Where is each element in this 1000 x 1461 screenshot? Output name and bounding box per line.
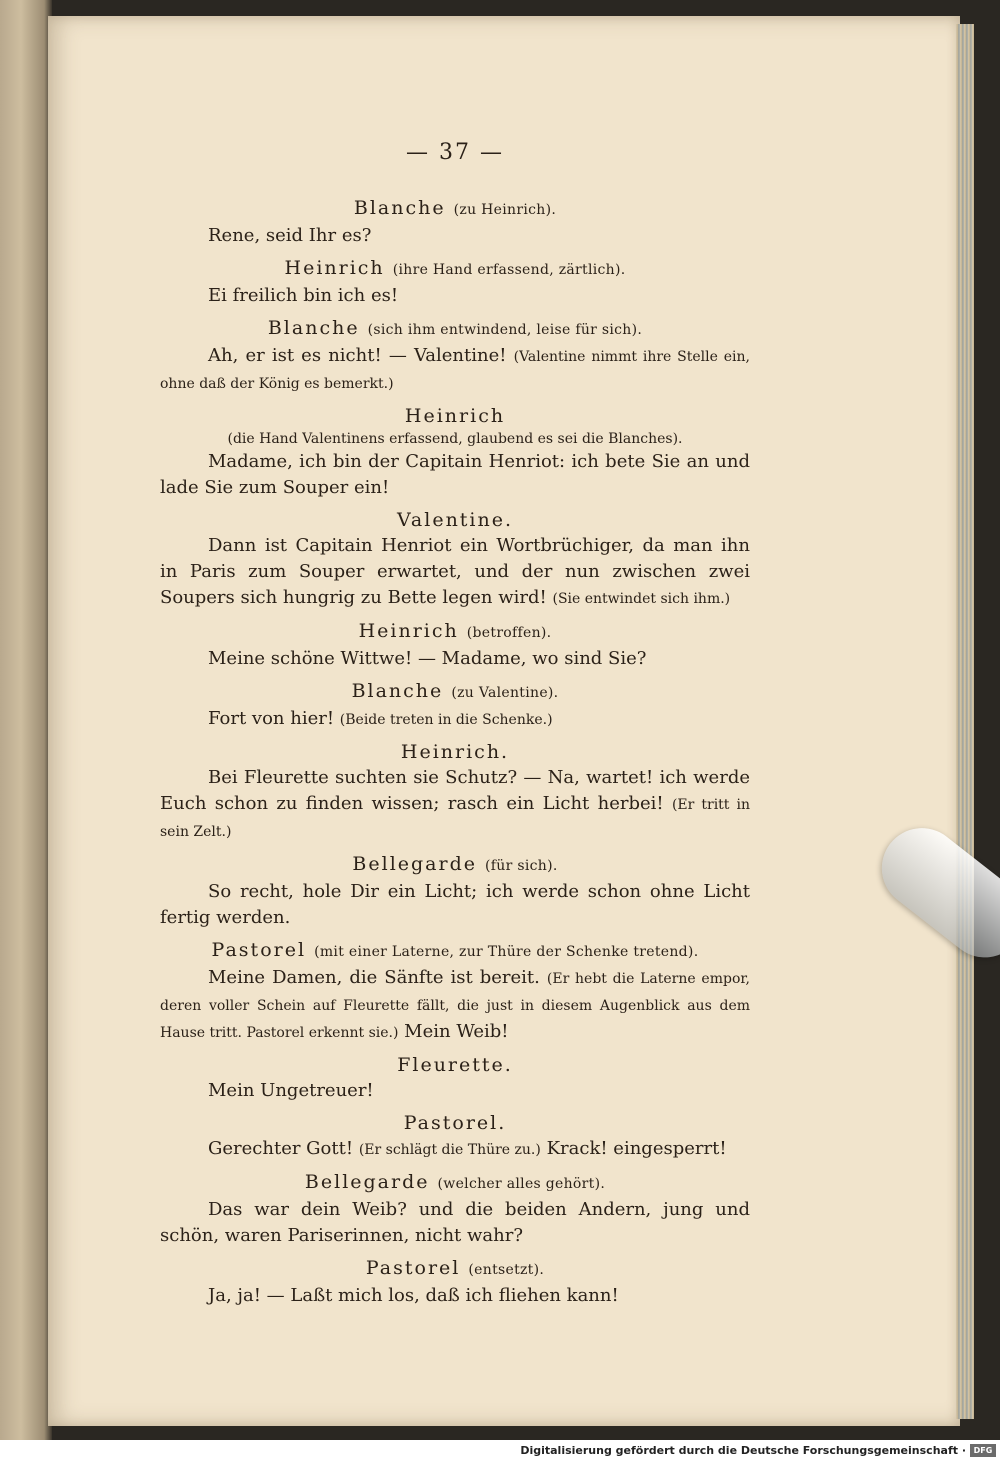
footer-text: Digitalisierung gefördert durch die Deutsche Forschungsgemeinschaft · bbox=[520, 1444, 966, 1457]
dialogue-line bbox=[160, 1197, 750, 1249]
stage-direction: (betroffen). bbox=[466, 625, 552, 641]
stage-direction: (welcher alles gehört). bbox=[437, 1176, 606, 1192]
stage-direction: (Er tritt in sein Zelt.) bbox=[160, 797, 750, 840]
dialogue-line bbox=[160, 1078, 750, 1104]
stage-direction: (Er hebt die Laterne empor, deren voller Schein auf Fleurette fällt, die just in diesem Augenblick aus dem Hause tritt. Pastorel erkennt sie.) bbox=[160, 971, 750, 1041]
stage-direction: (mit einer Laterne, zur Thüre der Schenke tretend). bbox=[314, 944, 699, 960]
dialogue-text: Krack! eingesperrt! bbox=[546, 1138, 727, 1159]
dialogue-line bbox=[160, 1136, 750, 1163]
stage-direction: (entsetzt). bbox=[468, 1262, 545, 1278]
dialogue-line bbox=[160, 706, 750, 733]
dialogue-text: Ei freilich bin ich es! bbox=[208, 285, 399, 306]
speaker-heading bbox=[160, 678, 750, 706]
speaker-heading bbox=[160, 507, 750, 533]
dialogue-line bbox=[160, 223, 750, 249]
dialogue-text: Meine Damen, die Sänfte ist bereit. bbox=[208, 967, 540, 988]
page-text bbox=[160, 140, 750, 1313]
speaker-heading bbox=[160, 1110, 750, 1136]
dialogue-text: Rene, seid Ihr es? bbox=[208, 225, 372, 246]
dialogue-text: Gerechter Gott! bbox=[208, 1138, 354, 1159]
dialogue-line bbox=[160, 283, 750, 309]
speaker-name: Blanche bbox=[353, 197, 446, 219]
speaker-name: Heinrich bbox=[284, 257, 385, 279]
stage-direction: (die Hand Valentinens erfassend, glaubend es sei die Blanches). bbox=[227, 431, 683, 447]
dialogue-line bbox=[160, 879, 750, 931]
speaker-name: Heinrich bbox=[404, 405, 506, 427]
speaker-heading bbox=[160, 315, 750, 343]
speaker-heading bbox=[160, 1255, 750, 1283]
dialogue-text: Fort von hier! bbox=[208, 708, 335, 729]
dialogue-text: So recht, hole Dir ein Licht; ich werde schon ohne Licht fertig werden. bbox=[160, 881, 750, 928]
dialogue-text: Ah, er ist es nicht! — Valentine! bbox=[208, 345, 507, 366]
dialogue-text: Madame, ich bin der Capitain Henriot: ich bete Sie an und lade Sie zum Souper ein! bbox=[160, 451, 750, 498]
digitization-footer bbox=[0, 1440, 1000, 1461]
stage-direction: (zu Valentine). bbox=[451, 685, 559, 701]
speaker-name: Fleurette. bbox=[397, 1054, 513, 1076]
speaker-name: Pastorel bbox=[211, 939, 307, 961]
speaker-name: Blanche bbox=[267, 317, 360, 339]
speaker-heading bbox=[160, 195, 750, 223]
dialogue-text: Dann ist Capitain Henriot ein Wortbrüchiger, da man ihn in Paris zum Souper erwartet, und der nun zwischen zwei Soupers sich hungrig zu Bette legen wird! bbox=[160, 535, 750, 608]
stage-direction: (Valentine nimmt ihre Stelle ein, ohne daß der König es bemerkt.) bbox=[160, 349, 750, 392]
dialogue-text: Mein Weib! bbox=[404, 1021, 509, 1042]
speaker-heading bbox=[160, 1169, 750, 1197]
stage-direction: (für sich). bbox=[485, 858, 558, 874]
dialogue-line bbox=[160, 449, 750, 501]
dialogue-line bbox=[160, 1283, 750, 1309]
speaker-heading bbox=[160, 739, 750, 765]
dialogue-line bbox=[160, 343, 750, 397]
dialogue-text: Bei Fleurette suchten sie Schutz? — Na, wartet! ich werde Euch schon zu finden wissen; rasch ein Licht herbei! bbox=[160, 767, 750, 814]
stage-direction: (zu Heinrich). bbox=[453, 202, 557, 218]
speaker-name: Heinrich. bbox=[400, 741, 510, 763]
dialogue-text: Meine schöne Wittwe! — Madame, wo sind Sie? bbox=[208, 648, 647, 669]
stage-direction: (sich ihm entwindend, leise für sich). bbox=[367, 322, 643, 338]
stage-direction: (Sie entwindet sich ihm.) bbox=[552, 591, 731, 607]
dfg-logo: DFG bbox=[970, 1444, 996, 1457]
speaker-name: Blanche bbox=[351, 680, 444, 702]
speaker-heading bbox=[160, 1052, 750, 1078]
dialogue-line bbox=[160, 646, 750, 672]
dialogue-text: Ja, ja! — Laßt mich los, daß ich fliehen kann! bbox=[208, 1285, 619, 1306]
speaker-heading bbox=[160, 937, 750, 965]
speaker-heading bbox=[160, 851, 750, 879]
speaker-heading bbox=[160, 403, 750, 429]
speaker-heading bbox=[160, 255, 750, 283]
speaker-name: Pastorel. bbox=[403, 1112, 507, 1134]
dialogue-line bbox=[160, 765, 750, 845]
speaker-name: Bellegarde bbox=[352, 853, 477, 875]
dialogue-text: Mein Ungetreuer! bbox=[208, 1080, 374, 1101]
left-page-edge bbox=[0, 0, 52, 1440]
speaker-heading bbox=[160, 618, 750, 646]
page-number: — 37 — bbox=[406, 140, 504, 165]
speaker-name: Bellegarde bbox=[304, 1171, 430, 1193]
stage-direction: (Er schlägt die Thüre zu.) bbox=[358, 1142, 541, 1158]
dialogue-line bbox=[160, 533, 750, 612]
dialogue-line bbox=[160, 965, 750, 1046]
stage-direction: (Beide treten in die Schenke.) bbox=[339, 712, 553, 728]
speaker-name: Valentine. bbox=[396, 509, 514, 531]
dialogue-text: Das war dein Weib? und die beiden Andern, jung und schön, waren Pariserinnen, nicht wahr? bbox=[160, 1199, 750, 1246]
page-edges bbox=[956, 24, 974, 1419]
stage-direction: (ihre Hand erfassend, zärtlich). bbox=[392, 262, 626, 278]
speaker-name: Heinrich bbox=[358, 620, 459, 642]
speaker-name: Pastorel bbox=[365, 1257, 461, 1279]
